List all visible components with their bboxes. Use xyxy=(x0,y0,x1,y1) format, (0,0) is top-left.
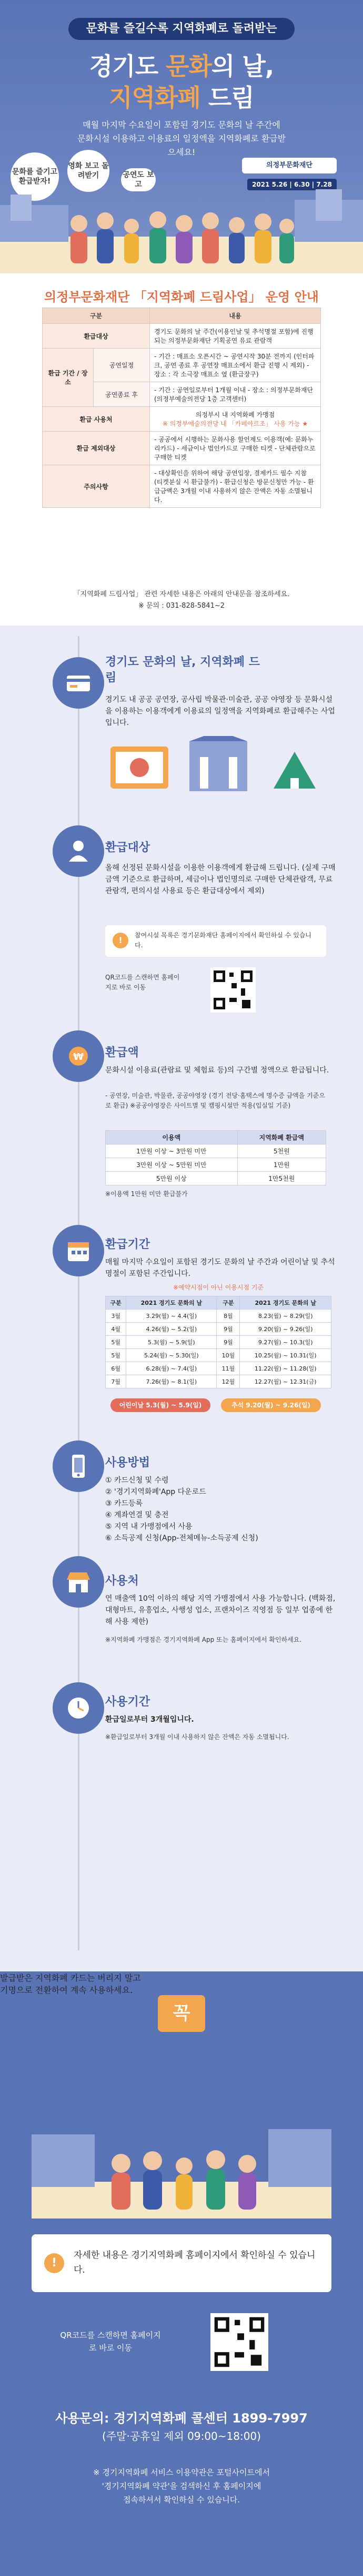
program-table xyxy=(42,308,321,508)
table-cell: 경기도 문화의 날 주간(이용인날 및 추석명절 포함)에 진행되는 의정부문화재단 기획공연 유료 관람객 xyxy=(150,324,321,349)
callcenter-hours: (주말·공휴일 제외 09:00~18:00) xyxy=(102,2430,261,2442)
clock-icon xyxy=(53,1682,104,1734)
program-note: 「지역화폐 드림사업」 관련 자세한 내용은 아래의 안내문을 참조하세요. ※ 문의 : 031-828-5841~2 xyxy=(73,590,290,610)
period-table: 구분 2021 경기도 문화의 날 구분 2021 경기도 문화의 날 3월 3.29(월) ~ 4.4(일) 8월 8.23(월) ~ 8.29(일) 4월 4.26(월) ~ 5.2(일) 9월 9.20(월) ~ 9.26(일) 5월 5.3(월) ~ 5.9(일) 9월 9.27(월) ~ 10.3(일) 5월 5.24(월) ~ 5.30(일) 10월 10.25(월) ~ 10.31(일) 6월 6.28(월) ~ 7.4(일) 11월 11.22(월) ~ 11.28(일) 7월 7.26(월) ~ 8.1(일) 12월 12.27(월) ~ 12.31(금) xyxy=(105,1296,331,1388)
section-note: ※지역화폐 가맹점은 경기지역화폐 App 또는 홈페이지에서 확인하세요. xyxy=(105,1636,302,1643)
section-body: 올해 선정된 문화시설을 이용한 이용객에게 환급해 드립니다. (실제 구매금액 기준으로 환급하며, 세금이나 법인명의로 구매한 단체관람객, 무료관람객, 편의시설 사용료 등은 환급대상에서 제외) xyxy=(105,864,336,895)
table-label: 환급 사용처 xyxy=(43,407,150,432)
qr-code[interactable] xyxy=(210,967,256,1013)
alert-icon: ! xyxy=(44,2253,64,2273)
table-label: 주의사항 xyxy=(43,465,150,508)
alert-icon: ! xyxy=(113,933,128,948)
hero-subtitle: 매월 마지막 수요일이 포함된 경기도 문화의 날 주간에 문화시설 이용하고 이용료의 일정액을 지역화폐로 환급받으세요! xyxy=(77,120,286,157)
footer-headline: 발급받은 지역화폐 카드는 버리지 말고 기명으로 전환하여 계속 사용하세요. xyxy=(0,1973,141,1995)
speech-bubble: 문화를 즐기고 환급받자! xyxy=(11,152,59,201)
section-title: 경기도 문화의 날, 지역화폐 드림 xyxy=(105,656,260,684)
table-label: 환급대상 xyxy=(43,324,150,349)
culture-illustration xyxy=(105,736,337,799)
section-title: 사용방법 xyxy=(105,1456,150,1469)
speech-bubble: 영화 보고 돌려받기 xyxy=(67,150,109,192)
brand-logo: 의정부문화재단 xyxy=(242,158,337,173)
section-title: 사용기간 xyxy=(105,1695,150,1709)
info-card: ! 자세한 내용은 경기지역화폐 홈페이지에서 확인하실 수 있습니다. xyxy=(32,2234,331,2292)
person-icon xyxy=(53,825,104,877)
hero-title-line2: 지역화폐 드림 xyxy=(109,84,254,112)
hero-dates: 2021 5.26 | 6.30 | 7.28 xyxy=(247,179,337,190)
table-label: 환급 제외대상 xyxy=(43,432,150,465)
section-body: 연 매출액 10억 이하의 해당 지역 가맹점에서 사용 가능합니다. (백화점, 대형마트, 유흥업소, 사행성 업소, 프랜차이즈 직영점 등 일부 업종에 한해 사용 제한) xyxy=(105,1594,336,1626)
section-note: ※예약시점이 아닌 이용시점 기준 xyxy=(173,1284,264,1291)
emphasis-badge: 꼭 xyxy=(158,1995,205,2032)
table-label: 환급 기간 / 장소 xyxy=(43,349,94,407)
section-body: 매월 마지막 수요일이 포함된 경기도 문화의 날 주간과 어린이날 및 추석명절이 포함된 주간입니다. xyxy=(105,1258,335,1278)
section-body: 경기도 내 공공 공연장, 공사립 박물관·미술관, 공공 야영장 등 문화시설을 이용하는 이용객에게 이용료의 일정액을 지역화폐로 환급해주는 사업입니다. xyxy=(105,696,335,727)
chuseok-badge: 추석 9.20(월) ~ 9.26(일) xyxy=(221,1398,321,1412)
phone-icon xyxy=(53,1440,104,1492)
section-note: ※이용액 1만원 미만 환급불가 xyxy=(105,1190,188,1198)
usage-steps: ① 카드신청 및 수령 ② '경기지역화폐'App 다운로드 ③ 카드등록 ④ 계좌연결 및 충전 ⑤ 지역 내 가맹점에서 사용 ⑥ 소득공제 신청(App-전체메뉴-소득공제 신청) xyxy=(105,1476,258,1542)
footer-note: ※ 경기지역화폐 서비스 이용약관은 포털사이트에서 '경기지역화폐 약관'을 검색하신 후 홈페이지에 접속하셔서 확인하실 수 있습니다. xyxy=(93,2468,270,2505)
section-title: 사용처 xyxy=(105,1575,139,1588)
table-cell: - 대상확인을 위하여 해당 공연입장, 결제카드 필수 지참 (티켓분실 시 환급불가) - 환급신청은 방문신청만 가능 - 환급금액은 3개월 이내 사용하지 않은 잔액은 자동 소멸됩니다. xyxy=(150,465,321,508)
hero-banner xyxy=(0,0,363,273)
section-title: 환급대상 xyxy=(105,841,150,854)
table-cell: - 기간 : 공연일로부터 1개월 이내 - 장소 : 의정부문화재단(의정부예술의전당 1층 고객센터) xyxy=(150,382,321,407)
section-list: - 공연장, 미술관, 박물관, 공공야영장 (경기 전당·홈택스에 명수증 금액을 기준으로 환급) ※공공야영장은 사이트별 및 캠핑시설만 적용(입실일 기준) xyxy=(105,1092,325,1109)
qr-caption: QR코드를 스캔하면 홈페이지로 바로 이동 xyxy=(105,974,180,991)
table-cell: - 기간 : 매표소 오픈시간 ~ 공연시작 30분 전까지 (인터파크, 공연 종료 후 공연장 매표소에서 환급 진행 시 제외) - 장소 : 각 소극장 매표소 옆 (환급장구) xyxy=(150,349,321,382)
card-icon xyxy=(53,657,104,709)
qr-caption: QR코드를 스캔하면 홈페이지로 바로 이동 xyxy=(60,2330,161,2353)
refund-amount-table: 이용액 지역화폐 환급액 1만원 이상 ~ 3만원 미만 5천원 3만원 이상 ~ 5만원 미만 1만원 5만원 이상 1만5천원 xyxy=(105,1130,326,1185)
childrens-day-badge: 어린이날 5.3(월) ~ 5.9(일) xyxy=(110,1398,210,1412)
table-header: 내용 xyxy=(150,308,321,324)
table-label: 공연일정 xyxy=(94,349,150,382)
section-title: 환급기간 xyxy=(105,1238,150,1251)
section-note: ※환급일로부터 3개월 이내 사용하지 않은 잔액은 자동 소멸됩니다. xyxy=(105,1733,289,1741)
qr-code[interactable] xyxy=(210,2313,268,2371)
hero-tag: 문화를 즐길수록 지역화폐로 돌려받는 xyxy=(68,18,295,40)
hero-title-line1: 경기도 문화의 날, xyxy=(89,52,274,80)
table-header: 구분 xyxy=(43,308,150,324)
table-cell: - 공공에서 시행하는 문화사용 할인제도 이용객(예: 문화누리카드) - 세금이나 법인카드로 구매한 티켓 - 단체관람으로 구매한 티켓 xyxy=(150,432,321,465)
speech-bubble: 공연도 보고 xyxy=(121,168,156,191)
section-body: 환급일로부터 3개월입니다. xyxy=(105,1715,194,1724)
crowd-illustration xyxy=(0,173,363,273)
section-body: 문화시설 이용료(관람료 및 체험료 등)의 구간별 정액으로 환급됩니다. xyxy=(105,1066,329,1075)
section-title: 환급액 xyxy=(105,1046,139,1059)
table-label: 공연종료 후 xyxy=(94,382,150,407)
info-card: ! 참여시설 목록은 경기문화재단 홈페이지에서 확인하실 수 있습니다. xyxy=(105,925,326,957)
calendar-icon xyxy=(53,1225,104,1276)
community-illustration xyxy=(32,2113,331,2219)
callcenter: 사용문의: 경기지역화폐 콜센터 1899-7997 xyxy=(55,2411,308,2426)
store-icon xyxy=(53,1556,104,1608)
svg-text:₩: ₩ xyxy=(73,1051,84,1062)
coin-icon xyxy=(53,1030,104,1082)
table-cell: 의정부시 내 지역화폐 가맹점 ※ 의정부예술의전당 내 「카페아르조」 사용 가능 ★ xyxy=(150,407,321,432)
program-title: 의정부문화재단 「지역화폐 드림사업」 운영 안내 xyxy=(44,290,319,304)
